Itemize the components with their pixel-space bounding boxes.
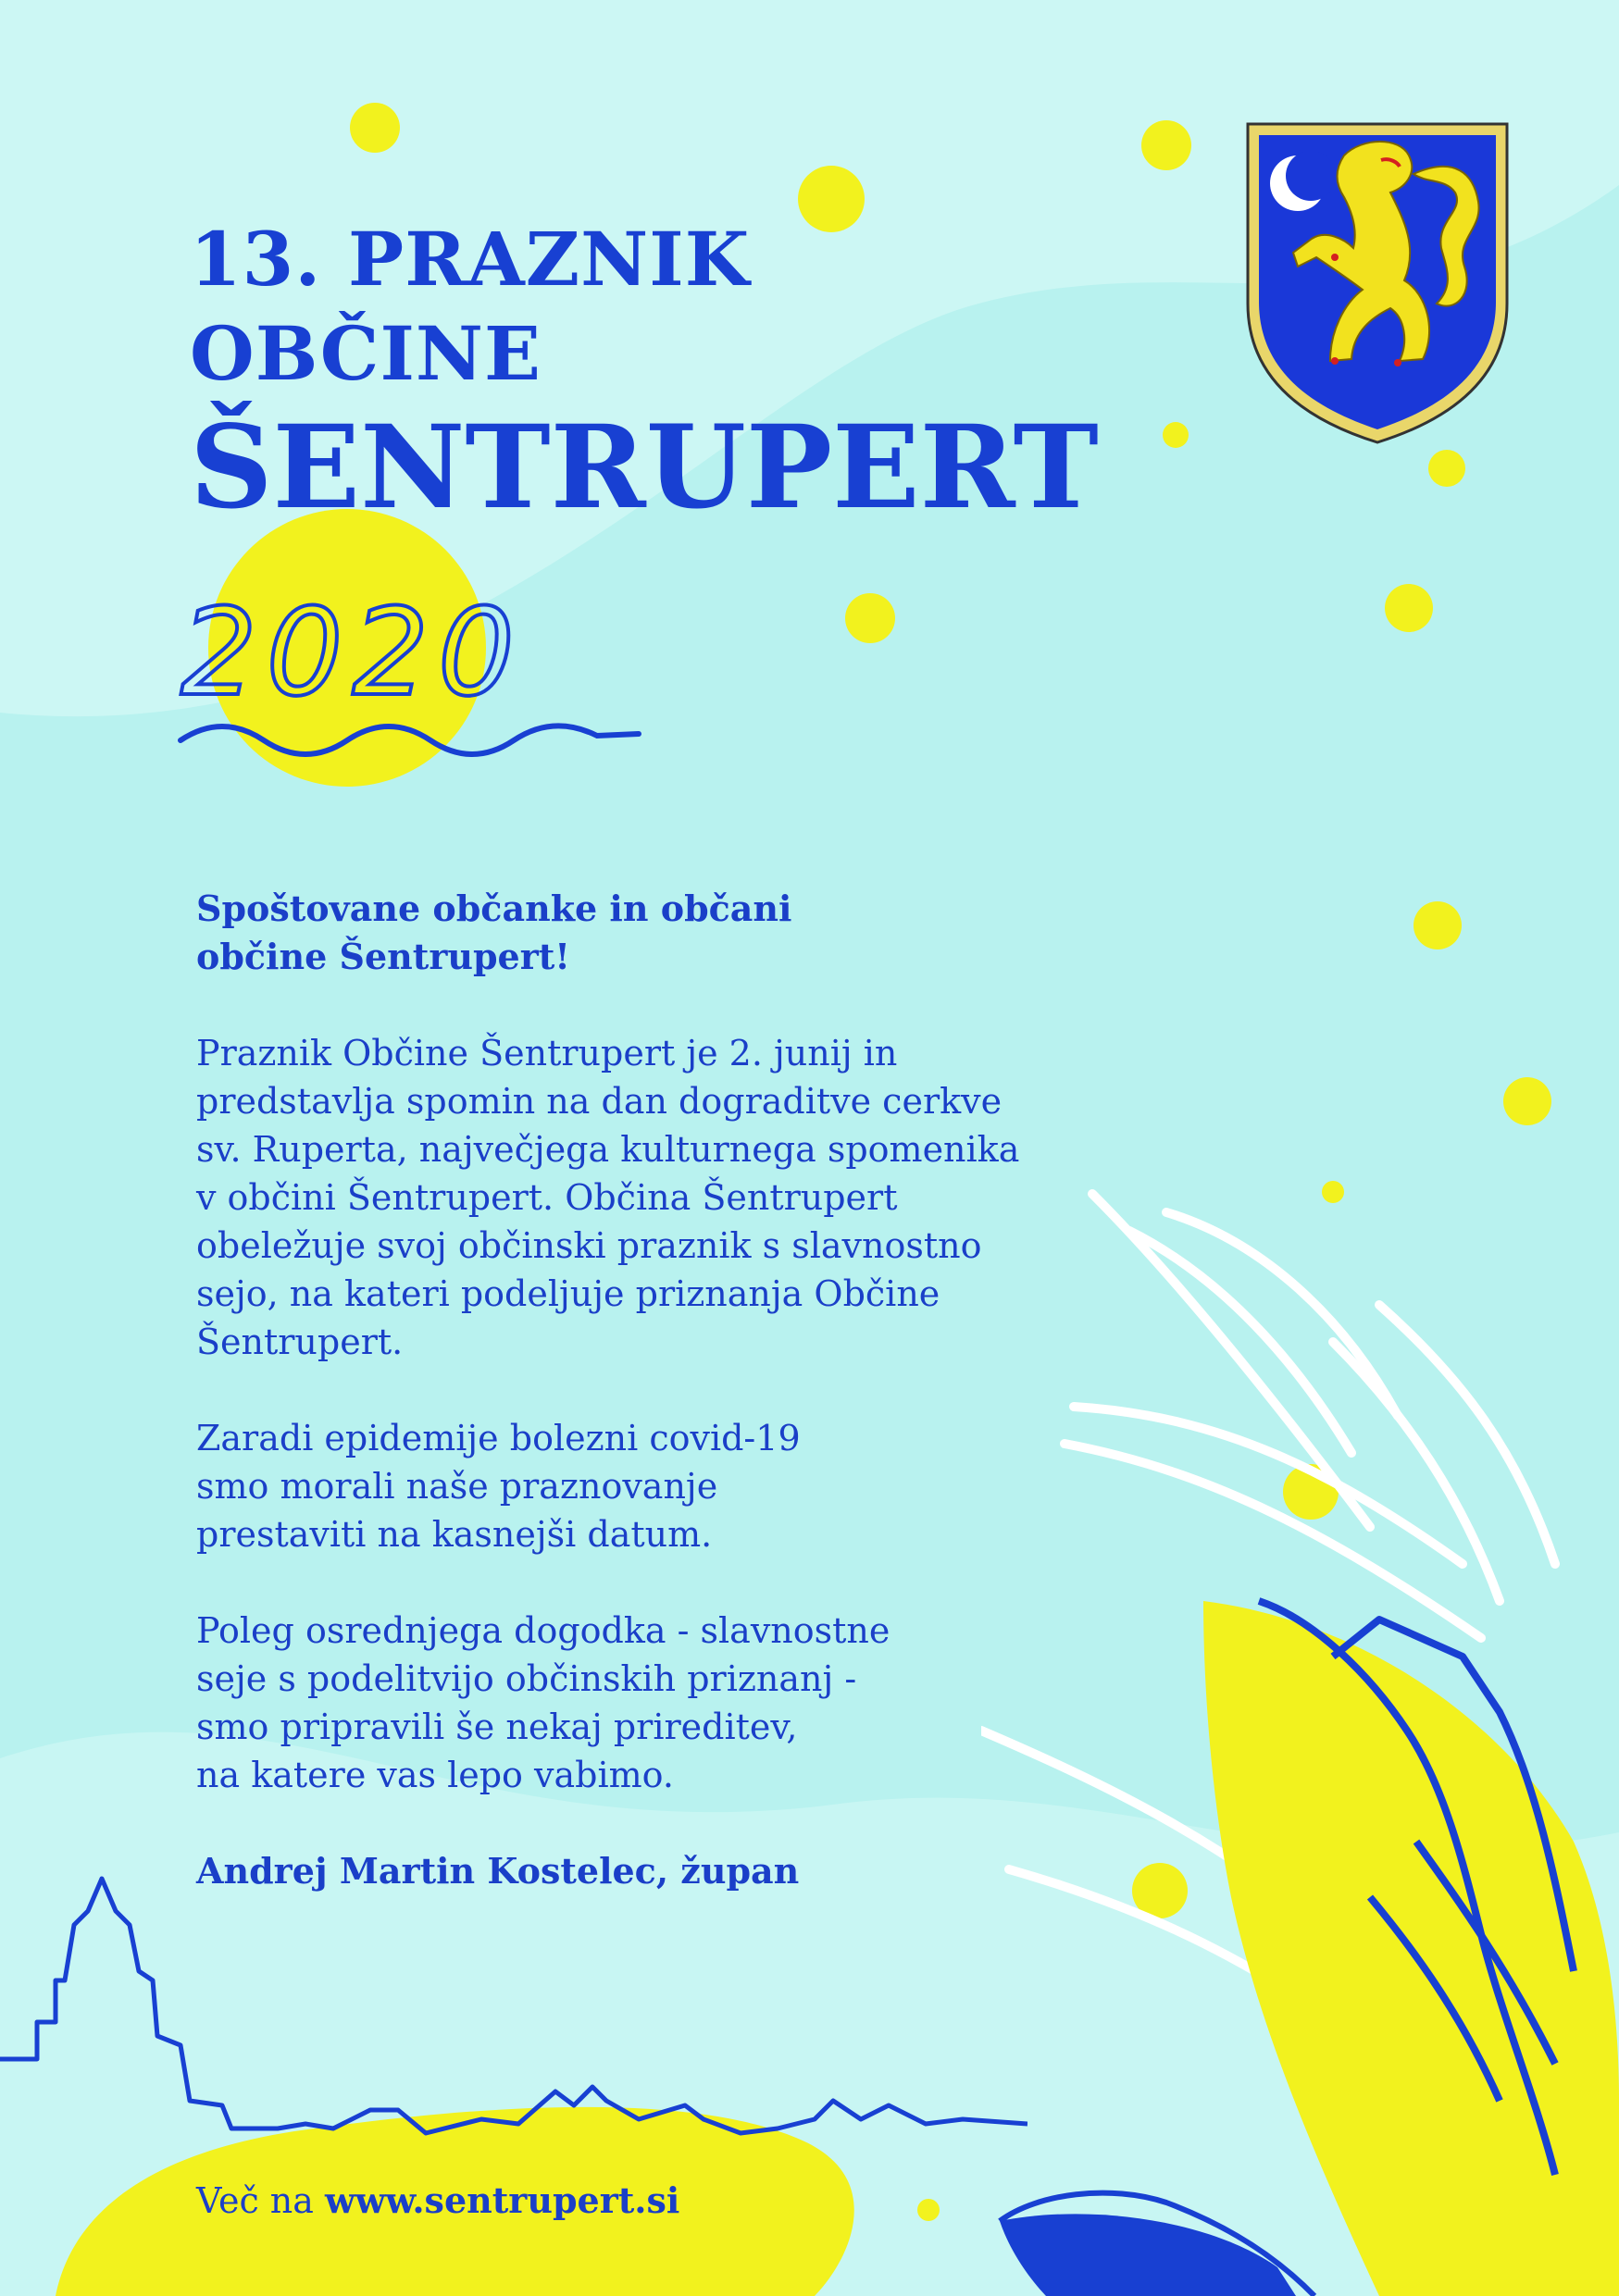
paragraph-2-line: smo morali naše praznovanje bbox=[196, 1466, 718, 1507]
paragraph-1-line: Praznik Občine Šentrupert je 2. junij in bbox=[196, 1033, 898, 1074]
greeting-line-1: Spoštovane občanke in občani bbox=[196, 887, 792, 929]
paragraph-1-line: sv. Ruperta, največjega kulturnega spomenika bbox=[196, 1129, 1020, 1170]
paragraph-1-line: predstavlja spomin na dan dograditve cerkve bbox=[196, 1081, 1003, 1122]
wave-line bbox=[181, 726, 639, 754]
greeting-line-2: občine Šentrupert! bbox=[196, 936, 570, 977]
coat-of-arms-icon bbox=[1242, 118, 1513, 448]
paragraph-3-line: na katere vas lepo vabimo. bbox=[196, 1755, 674, 1795]
year-lettering bbox=[171, 565, 653, 768]
paragraph-1-line: Šentrupert. bbox=[196, 1322, 404, 1362]
skyline-illustration bbox=[0, 1860, 1027, 2175]
paragraph-3-line: smo pripravili še nekaj prireditev, bbox=[196, 1706, 798, 1747]
website-link[interactable]: www.sentrupert.si bbox=[325, 2179, 680, 2221]
paragraph-3-line: Poleg osrednjega dogodka - slavnostne bbox=[196, 1610, 890, 1651]
signature: Andrej Martin Kostelec, župan bbox=[196, 1850, 800, 1892]
year-text: 2020 bbox=[181, 582, 524, 723]
leaf-illustration bbox=[981, 1138, 1619, 2296]
paragraph-2-line: prestaviti na kasnejši datum. bbox=[196, 1514, 713, 1555]
paragraph-1-line: obeležuje svoj občinski praznik s slavnostno bbox=[196, 1225, 982, 1266]
paragraph-3-line: seje s podelitvijo občinskih priznanj - bbox=[196, 1658, 857, 1699]
footer-prefix: Več na bbox=[196, 2180, 326, 2221]
title-line-2: OBČINE bbox=[190, 310, 542, 397]
event-title bbox=[190, 216, 1099, 535]
footer bbox=[196, 2179, 679, 2221]
title-line-3: ŠENTRUPERT bbox=[190, 401, 1099, 535]
title-line-1: 13. PRAZNIK bbox=[190, 216, 751, 303]
paragraph-1-line: sejo, na kateri podeljuje priznanja Občine bbox=[196, 1273, 940, 1314]
paragraph-1-line: v občini Šentrupert. Občina Šentrupert bbox=[196, 1177, 898, 1218]
paragraph-2-line: Zaradi epidemije bolezni covid-19 bbox=[196, 1418, 801, 1458]
